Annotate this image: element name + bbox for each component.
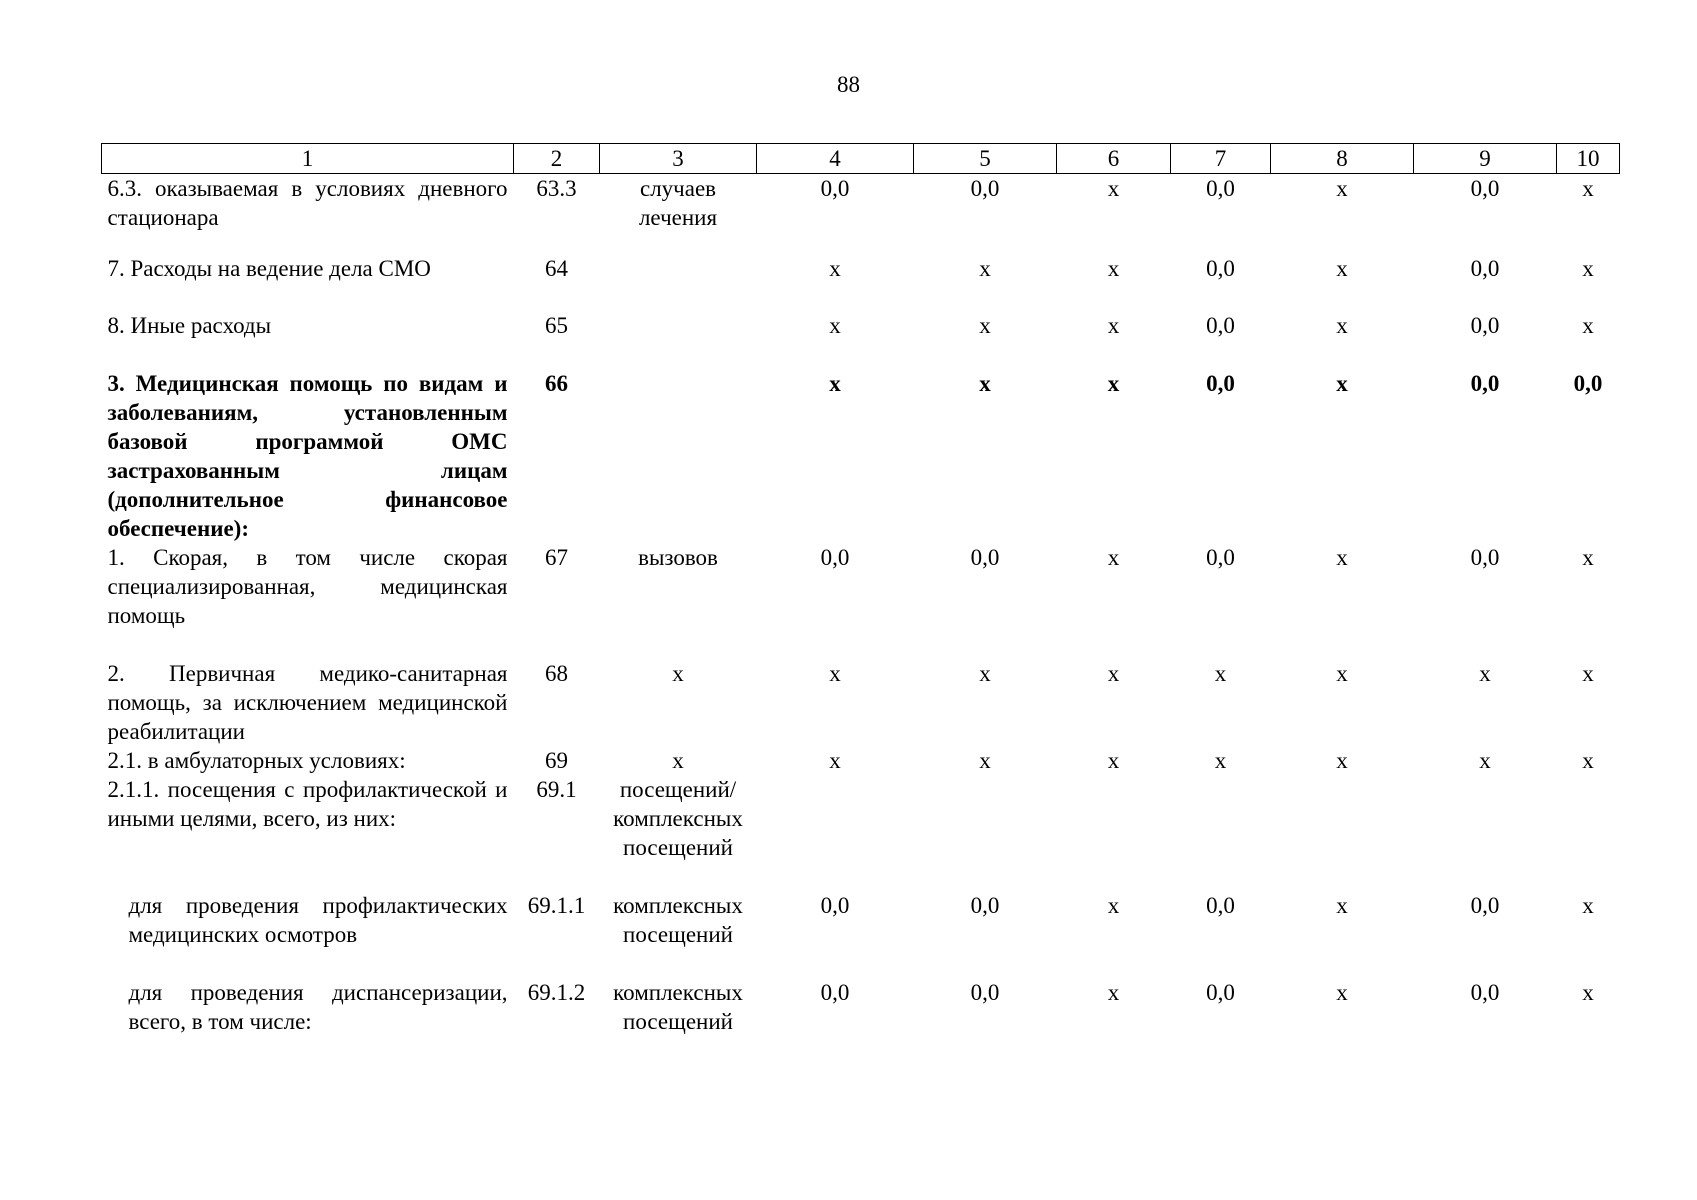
value-cell: 0,0 [1206,313,1235,338]
column-header: 10 [1557,144,1620,174]
row-name-cell: 6.3. оказываемая в условиях дневного стационара [102,174,514,255]
value-cell: 0,0 [970,545,1000,570]
row-code-cell: 66 [545,371,568,396]
unit-cell [600,311,757,369]
value-cell: 0,0 [820,545,850,570]
value-cell: 0,0 [1470,980,1500,1005]
data-table [101,143,1620,1065]
value-cell [914,775,1057,891]
value-cell: х [1582,545,1594,570]
row-name-cell: 2. Первичная медико-санитарная помощь, за исключением медицинской реабилитации [107,661,508,744]
column-header: 8 [1271,144,1414,174]
value-cell: х [829,661,841,686]
row-name-cell: 1. Скорая, в том числе скорая специализированная, медицинская помощь [107,545,508,628]
column-header: 1 [102,144,514,174]
column-header: 7 [1171,144,1271,174]
row-code-cell: 64 [545,256,568,281]
table-row [102,891,1620,978]
row-code-cell: 65 [545,313,568,338]
value-cell: 0,0 [1470,371,1500,396]
value-cell: х [1336,371,1348,396]
unit-cell: комплексных посещений [613,980,743,1034]
value-cell: х [1336,893,1348,918]
value-cell: 0,0 [970,893,1000,918]
value-cell: х [979,256,991,281]
row-name-cell: 2.1.1. посещения с профилактической и иными целями, всего, из них: [107,777,508,831]
table-row [102,369,1620,543]
unit-cell: случаев лечения [600,174,757,255]
row-code-cell: 69.1.1 [527,893,586,918]
value-cell: 0,0 [1470,313,1500,338]
row-name-cell: 2.1. в амбулаторных условиях: [107,748,406,773]
row-code-cell: 68 [545,661,568,686]
unit-cell [600,369,757,543]
unit-cell: х [672,748,684,773]
value-cell: х [829,748,841,773]
value-cell: х [1557,174,1620,255]
row-name-cell: 7. Расходы на ведение дела СМО [107,256,431,281]
value-cell: х [1582,313,1594,338]
value-cell: 0,0 [1206,545,1235,570]
table-header [102,144,1620,174]
row-code-cell: 69 [545,748,568,773]
value-cell: 0,0 [1206,980,1235,1005]
table-row [102,174,1620,255]
row-code-cell: 67 [545,545,568,570]
value-cell: х [829,256,841,281]
value-cell: х [1479,661,1491,686]
value-cell: х [1107,661,1120,686]
column-header: 4 [757,144,914,174]
value-cell: х [1336,256,1348,281]
value-cell: х [1336,748,1348,773]
value-cell: 0,0 [1470,893,1500,918]
value-cell: х [1582,661,1594,686]
value-cell: 0,0 [820,980,850,1005]
unit-cell: посещений/ комплексных посещений [613,777,743,860]
value-cell: 0,0 [820,893,850,918]
value-cell: х [1271,174,1414,255]
value-cell: 0,0 [914,174,1057,255]
value-cell: 0,0 [1470,545,1500,570]
value-cell: 0,0 [1470,256,1500,281]
value-cell: 0,0 [1414,174,1557,255]
unit-cell: комплексных посещений [613,893,743,947]
table-row [102,978,1620,1065]
table-row [102,543,1620,659]
unit-cell: вызовов [638,545,718,570]
table-row [102,775,1620,891]
row-name-cell: 8. Иные расходы [107,313,272,338]
value-cell [1557,775,1620,891]
value-cell [1171,775,1271,891]
value-cell: х [1582,980,1594,1005]
value-cell: х [1336,545,1348,570]
column-header: 2 [514,144,600,174]
row-code-cell: 69.1.2 [527,980,586,1005]
value-cell: х [1336,980,1348,1005]
value-cell: х [1107,256,1120,281]
value-cell: х [829,371,841,396]
table-row [102,254,1620,311]
value-cell [1271,775,1414,891]
unit-cell [600,254,757,311]
row-code-cell: 69.1 [536,777,577,802]
value-cell [1414,775,1557,891]
table-row [102,311,1620,369]
row-name-cell: для проведения профилактических медицинских осмотров [128,893,508,947]
value-cell: х [979,661,991,686]
value-cell: х [1107,748,1120,773]
page-number: 88 [837,72,860,97]
row-name-cell: для проведения диспансеризации, всего, в том числе: [128,980,508,1034]
value-cell: х [1107,980,1120,1005]
value-cell: х [1582,256,1594,281]
value-cell: х [829,313,841,338]
value-cell: 0,0 [1206,371,1235,396]
value-cell: х [1214,661,1227,686]
value-cell: х [1107,371,1120,396]
value-cell: х [1336,661,1348,686]
row-code-cell: 63.3 [514,174,600,255]
value-cell [757,775,914,891]
value-cell: х [1107,893,1120,918]
column-header: 9 [1414,144,1557,174]
value-cell: х [979,313,991,338]
value-cell: 0,0 [970,980,1000,1005]
value-cell: 0,0 [757,174,914,255]
value-cell: х [979,371,991,396]
value-cell: х [1214,748,1227,773]
column-header: 3 [600,144,757,174]
column-header: 6 [1057,144,1171,174]
table-row [102,746,1620,775]
value-cell: х [979,748,991,773]
unit-cell: х [672,661,684,686]
table-row [102,659,1620,746]
value-cell: х [1479,748,1491,773]
value-cell: х [1582,893,1594,918]
value-cell: х [1107,545,1120,570]
value-cell: х [1582,748,1594,773]
value-cell: х [1057,174,1171,255]
value-cell: х [1107,313,1120,338]
value-cell: х [1336,313,1348,338]
table-body [102,174,1620,1066]
value-cell: 0,0 [1206,256,1235,281]
column-header: 5 [914,144,1057,174]
value-cell: 0,0 [1206,893,1235,918]
value-cell: 0,0 [1171,174,1271,255]
value-cell: 0,0 [1573,371,1603,396]
value-cell [1057,775,1171,891]
row-name-cell: 3. Медицинская помощь по видам и заболеваниям, установленным базовой программой ОМС застрахованным лицам (дополнительное финансовое обеспечение): [107,371,508,541]
